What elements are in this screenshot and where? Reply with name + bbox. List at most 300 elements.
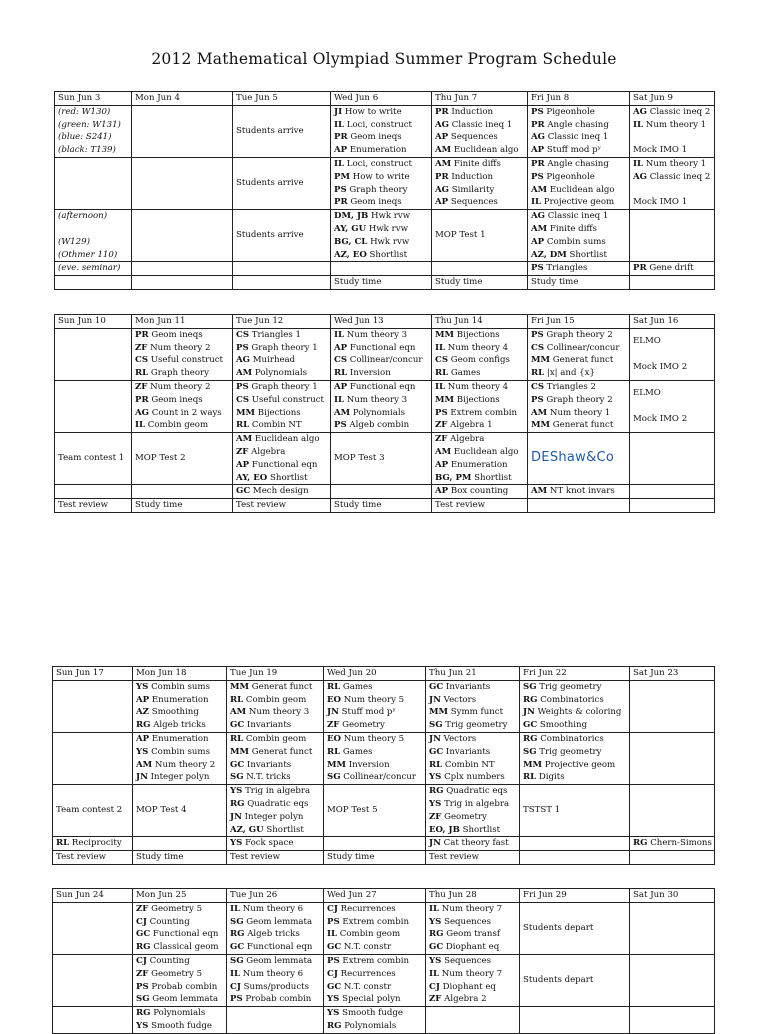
- schedule-row: [55, 105, 715, 157]
- session-line: [531, 277, 578, 287]
- schedule-cell: [233, 499, 331, 513]
- schedule-cell: [520, 732, 630, 784]
- schedule-cell: [331, 433, 432, 485]
- room-note: (eve. seminar): [58, 263, 121, 274]
- schedule-cell: [426, 680, 520, 732]
- instructor-initials: GC: [523, 720, 538, 731]
- schedule-cell: [132, 210, 233, 262]
- session-topic: Algebra: [450, 434, 485, 445]
- instructor-initials: SG: [230, 955, 244, 966]
- session-note: TSTST 1: [523, 805, 561, 816]
- session-topic: Geom ineqs: [350, 197, 402, 208]
- schedule-cell: [133, 902, 227, 954]
- schedule-cell: [331, 276, 432, 290]
- session-line: [136, 805, 187, 815]
- schedule-cell: [630, 262, 715, 276]
- session-topic: Invariants: [445, 681, 491, 692]
- session-line: [135, 354, 229, 367]
- schedule-cell: [520, 785, 630, 837]
- schedule-cell: [55, 210, 132, 262]
- session-topic: Hwk rvw: [370, 236, 410, 247]
- session-line: [435, 433, 524, 446]
- session-topic: Graph theory: [349, 184, 408, 195]
- session-line: [531, 419, 626, 432]
- session-topic: Trig in algebra: [245, 786, 311, 797]
- session-topic: Combin NT: [444, 759, 495, 770]
- session-line: [633, 196, 711, 209]
- session-topic: Combin sums: [546, 236, 606, 247]
- session-line: [136, 746, 223, 759]
- instructor-initials: AZ, DM: [531, 249, 567, 260]
- session-line: [531, 263, 587, 273]
- session-topic: Diophant eq: [442, 981, 496, 992]
- session-topic: Enumeration: [450, 459, 508, 470]
- instructor-initials: PS: [334, 184, 347, 195]
- session-line: [236, 367, 327, 380]
- session-note: Team contest 1: [58, 453, 125, 464]
- session-line: [236, 354, 327, 367]
- session-topic: Num theory 1: [549, 407, 611, 418]
- session-line: [327, 771, 422, 784]
- session-line: [327, 1020, 422, 1033]
- session-line: [435, 184, 524, 197]
- instructor-initials: AM: [334, 407, 351, 418]
- instructor-initials: ZF: [429, 811, 442, 822]
- session-line: [334, 407, 428, 420]
- session-topic: Smooth fudge: [342, 1008, 403, 1019]
- schedule-cell: [227, 902, 324, 954]
- session-line: [236, 178, 304, 188]
- schedule-cell: [630, 954, 715, 1006]
- schedule-cell: [53, 732, 133, 784]
- day-header-tue-jun-12: Tue Jun 12: [233, 315, 331, 329]
- day-header-mon-jun-11: Mon Jun 11: [132, 315, 233, 329]
- schedule-cell: [55, 105, 132, 157]
- schedule-cell: [630, 902, 715, 954]
- week-1-schedule: [54, 91, 715, 290]
- session-line: [429, 903, 516, 916]
- day-header-sun-jun-10: Sun Jun 10: [55, 315, 132, 329]
- session-line: [327, 955, 422, 968]
- session-line: [135, 500, 182, 510]
- session-topic: Chern-Simons: [650, 838, 712, 849]
- schedule-cell: [630, 485, 715, 499]
- session-line: [136, 852, 183, 862]
- schedule-cell: [426, 851, 520, 865]
- instructor-initials: JN: [136, 772, 148, 783]
- session-note: MOP Test 1: [435, 230, 486, 241]
- session-line: [135, 394, 229, 407]
- session-note: Students arrive: [236, 178, 304, 189]
- instructor-initials: RL: [327, 746, 341, 757]
- session-line: [58, 453, 124, 463]
- schedule-row: [55, 380, 715, 432]
- instructor-initials: AG: [531, 132, 546, 143]
- page-title: 2012 Mathematical Olympiad Summer Program Schedule: [151, 50, 617, 68]
- instructor-initials: RG: [136, 942, 151, 953]
- session-topic: Collinear/concur: [343, 772, 417, 783]
- instructor-initials: CS: [236, 329, 250, 340]
- session-line: [135, 453, 186, 463]
- session-line: [429, 759, 516, 772]
- instructor-initials: AP: [435, 486, 449, 497]
- instructor-initials: AP: [435, 459, 449, 470]
- schedule-cell: [520, 680, 630, 732]
- schedule-cell: [432, 328, 528, 380]
- session-line: [58, 249, 128, 262]
- instructor-initials: CS: [135, 355, 149, 366]
- session-topic: Pigeonhole: [546, 171, 595, 182]
- session-line: [236, 126, 304, 136]
- session-note: Test review: [56, 852, 106, 863]
- session-line: [633, 144, 711, 157]
- schedule-cell: [528, 380, 630, 432]
- schedule-cell: [630, 433, 715, 485]
- schedule-cell: [630, 851, 715, 865]
- instructor-initials: GC: [230, 720, 245, 731]
- instructor-initials: AG: [135, 407, 150, 418]
- session-line: [230, 981, 320, 994]
- schedule-cell: [227, 1007, 324, 1034]
- schedule-cell: [55, 499, 132, 513]
- schedule-cell: [432, 210, 528, 262]
- session-line: [334, 184, 428, 197]
- session-topic: Functional eqn: [246, 942, 313, 953]
- instructor-initials: YS: [230, 786, 243, 797]
- session-line: [334, 419, 428, 432]
- session-line: [327, 681, 422, 694]
- session-line: [58, 500, 108, 510]
- session-topic: Bijections: [257, 407, 301, 418]
- instructor-initials: IL: [327, 929, 338, 940]
- session-topic: Quadratic eqs: [446, 786, 508, 797]
- day-header-fri-jun-8: Fri Jun 8: [528, 92, 630, 106]
- session-line: [429, 838, 509, 848]
- day-header-wed-jun-27: Wed Jun 27: [324, 889, 426, 903]
- schedule-cell: [324, 732, 426, 784]
- instructor-initials: CJ: [327, 968, 338, 979]
- schedule-cell: [133, 680, 227, 732]
- schedule-cell: [528, 485, 630, 499]
- session-line: [236, 486, 309, 496]
- session-line: [633, 106, 711, 119]
- session-line: [429, 746, 516, 759]
- instructor-initials: AG: [435, 184, 450, 195]
- session-line: [531, 119, 626, 132]
- session-topic: Num theory 6: [242, 903, 304, 914]
- session-line: [327, 981, 422, 994]
- session-line: [435, 119, 524, 132]
- schedule-row: [55, 262, 715, 276]
- session-line: [236, 394, 327, 407]
- session-line: [230, 811, 320, 824]
- day-header-row: [53, 667, 715, 681]
- session-line: [334, 131, 428, 144]
- session-topic: Algeb combin: [349, 420, 410, 431]
- session-line: [236, 472, 327, 485]
- schedule-cell: [233, 262, 331, 276]
- session-topic: Algeb tricks: [247, 929, 300, 940]
- session-note: MOP Test 2: [135, 453, 186, 464]
- session-topic: Num theory 3: [346, 329, 408, 340]
- session-topic: Polynomials: [153, 1008, 206, 1019]
- schedule-cell: [426, 837, 520, 851]
- session-line: [633, 119, 711, 132]
- schedule-cell: [630, 732, 715, 784]
- session-topic: Invariants: [246, 720, 292, 731]
- day-header-thu-jun-14: Thu Jun 14: [432, 315, 528, 329]
- day-header-tue-jun-26: Tue Jun 26: [227, 889, 324, 903]
- session-topic: Enumeration: [349, 145, 407, 156]
- session-topic: Collinear/concur: [546, 342, 620, 353]
- instructor-initials: AY, EO: [236, 472, 268, 483]
- session-line: [236, 230, 304, 240]
- session-line: [531, 196, 626, 209]
- session-topic: Shortlist: [266, 824, 304, 835]
- instructor-initials: RG: [327, 1020, 342, 1031]
- instructor-initials: AP: [334, 342, 348, 353]
- schedule-cell: [432, 433, 528, 485]
- session-line: [135, 419, 229, 432]
- session-line: [230, 941, 320, 954]
- session-topic: Num theory 5: [343, 694, 405, 705]
- session-line: [523, 759, 626, 772]
- session-line: [435, 419, 524, 432]
- schedule-row: [53, 902, 715, 954]
- instructor-initials: RL: [531, 368, 545, 379]
- session-topic: Geom lemmata: [246, 955, 313, 966]
- instructor-initials: GC: [429, 681, 444, 692]
- session-note: Students depart: [523, 922, 594, 933]
- schedule-cell: [55, 328, 132, 380]
- session-line: [334, 394, 428, 407]
- schedule-cell: [53, 837, 133, 851]
- session-topic: Num theory 5: [343, 733, 405, 744]
- session-line: [334, 236, 428, 249]
- session-line: [58, 119, 128, 132]
- session-line: [230, 733, 320, 746]
- session-line: [136, 955, 223, 968]
- instructor-initials: AM: [531, 184, 548, 195]
- day-header-thu-jun-7: Thu Jun 7: [432, 92, 528, 106]
- schedule-cell: [426, 902, 520, 954]
- instructor-initials: CJ: [429, 981, 440, 992]
- schedule-cell: [630, 680, 715, 732]
- schedule-cell: [53, 680, 133, 732]
- schedule-cell: [331, 262, 432, 276]
- session-topic: Special polyn: [342, 994, 401, 1005]
- session-topic: Num theory 2: [150, 342, 211, 353]
- schedule-cell: [227, 732, 324, 784]
- session-line: [435, 171, 524, 184]
- schedule-cell: [324, 785, 426, 837]
- session-line: [136, 719, 223, 732]
- session-note: Study time: [435, 277, 483, 288]
- session-topic: Loci, construct: [346, 158, 412, 169]
- session-topic: Digits: [538, 772, 565, 783]
- session-topic: Combinatorics: [540, 733, 604, 744]
- schedule-cell: [528, 499, 630, 513]
- instructor-initials: RL: [135, 368, 149, 379]
- session-note: Students arrive: [236, 125, 304, 136]
- session-note: MOP Test 5: [327, 805, 378, 816]
- session-line: [230, 928, 320, 941]
- instructor-initials: GC: [327, 981, 342, 992]
- session-line: [435, 459, 524, 472]
- session-topic: Geom ineqs: [151, 329, 203, 340]
- session-topic: Recurrences: [340, 903, 396, 914]
- session-note: Test review: [58, 500, 108, 511]
- day-header-fri-jun-29: Fri Jun 29: [520, 889, 630, 903]
- session-topic: Shortlist: [462, 824, 501, 835]
- room-note: (W129): [58, 236, 90, 247]
- session-line: [230, 746, 320, 759]
- session-topic: N.T. constr: [343, 981, 392, 992]
- session-topic: Probab combin: [151, 981, 218, 992]
- instructor-initials: ZF: [135, 381, 148, 392]
- instructor-initials: AP: [334, 381, 348, 392]
- session-line: [327, 993, 422, 1006]
- session-topic: Functional eqn: [349, 381, 416, 392]
- session-line: [531, 106, 626, 119]
- schedule-cell: [331, 499, 432, 513]
- session-topic: Probab combin: [245, 994, 312, 1005]
- schedule-cell: [520, 851, 630, 865]
- schedule-cell: [55, 276, 132, 290]
- session-line: [435, 230, 486, 240]
- instructor-initials: PR: [135, 394, 149, 405]
- schedule-cell: [331, 210, 432, 262]
- session-line: [429, 719, 516, 732]
- instructor-initials: AM: [236, 434, 253, 445]
- instructor-initials: SG: [230, 772, 244, 783]
- session-topic: Count in 2 ways: [151, 407, 222, 418]
- instructor-initials: RL: [523, 772, 537, 783]
- session-line: [633, 348, 711, 361]
- schedule-row: [53, 837, 715, 851]
- session-note: Study time: [135, 500, 183, 511]
- day-header-sun-jun-17: Sun Jun 17: [53, 667, 133, 681]
- instructor-initials: AM: [531, 407, 548, 418]
- schedule-cell: [520, 954, 630, 1006]
- session-topic: Sequences: [450, 132, 498, 143]
- schedule-cell: [132, 262, 233, 276]
- instructor-initials: IL: [429, 903, 440, 914]
- session-line: [56, 805, 122, 815]
- session-line: [334, 158, 428, 171]
- session-line: [429, 811, 516, 824]
- session-topic: Counting: [149, 916, 190, 927]
- session-topic: Extrem combin: [342, 916, 409, 927]
- session-line: [334, 196, 428, 209]
- schedule-cell: [233, 328, 331, 380]
- instructor-initials: RG: [429, 786, 444, 797]
- session-line: [523, 733, 626, 746]
- session-note: Study time: [334, 500, 382, 511]
- instructor-initials: AZ, EO: [334, 249, 367, 260]
- session-line: [230, 993, 320, 1006]
- instructor-initials: ZF: [327, 720, 340, 731]
- instructor-initials: IL: [435, 381, 446, 392]
- session-topic: Invariants: [445, 746, 491, 757]
- session-topic: Angle chasing: [547, 119, 609, 130]
- session-line: [429, 993, 516, 1006]
- instructor-initials: JN: [230, 811, 242, 822]
- session-topic: Graph theory 1: [251, 381, 318, 392]
- instructor-initials: GC: [429, 942, 444, 953]
- schedule-cell: [132, 433, 233, 485]
- session-topic: Combin geom: [339, 929, 401, 940]
- session-topic: Polynomials: [254, 368, 308, 379]
- session-line: [136, 771, 223, 784]
- instructor-initials: ZF: [136, 903, 149, 914]
- session-topic: Bijections: [456, 329, 500, 340]
- session-note: Test review: [435, 500, 485, 511]
- instructor-initials: RL: [334, 368, 348, 379]
- week-2-schedule: [54, 314, 715, 513]
- instructor-initials: JN: [429, 733, 441, 744]
- schedule-row: [55, 499, 715, 513]
- room-note: (red: W130): [58, 106, 111, 117]
- session-topic: Num theory 3: [248, 707, 310, 718]
- session-topic: Shortlist: [369, 249, 408, 260]
- session-line: [327, 928, 422, 941]
- schedule-cell: [432, 380, 528, 432]
- instructor-initials: AM: [136, 759, 153, 770]
- session-topic: Triangles: [546, 263, 588, 274]
- session-line: [327, 719, 422, 732]
- instructor-initials: CS: [531, 381, 545, 392]
- instructor-initials: CS: [435, 355, 449, 366]
- schedule-cell: [331, 485, 432, 499]
- session-line: [230, 719, 320, 732]
- day-header-sat-jun-23: Sat Jun 23: [630, 667, 715, 681]
- session-topic: Weights & coloring: [537, 707, 622, 718]
- schedule-row: [53, 851, 715, 865]
- schedule-cell: [233, 105, 331, 157]
- session-topic: Projective geom: [543, 197, 615, 208]
- session-line: [523, 694, 626, 707]
- instructor-initials: AZ, GU: [230, 824, 264, 835]
- session-note: Mock IMO 1: [633, 197, 688, 208]
- session-topic: Similarity: [451, 184, 495, 195]
- instructor-initials: AP: [236, 459, 250, 470]
- session-topic: NT knot invars: [549, 486, 615, 497]
- session-line: [429, 968, 516, 981]
- session-topic: Projective geom: [544, 759, 616, 770]
- schedule-cell: [528, 276, 630, 290]
- instructor-initials: PS: [236, 342, 249, 353]
- session-line: [429, 824, 516, 837]
- instructor-initials: CS: [334, 355, 348, 366]
- session-line: [531, 171, 626, 184]
- schedule-cell: [520, 902, 630, 954]
- session-line: [136, 1007, 223, 1020]
- session-line: [531, 144, 626, 157]
- session-line: [633, 263, 694, 273]
- room-note: (Othmer 110): [58, 249, 118, 260]
- session-topic: Classic ineq 2: [649, 171, 711, 182]
- session-note: Students arrive: [236, 230, 304, 241]
- session-line: [523, 719, 626, 732]
- instructor-initials: YS: [230, 838, 243, 849]
- instructor-initials: ZF: [435, 434, 448, 445]
- session-topic: Recurrences: [340, 968, 396, 979]
- day-header-mon-jun-25: Mon Jun 25: [133, 889, 227, 903]
- session-line: [236, 407, 327, 420]
- session-topic: Classic ineq 1: [547, 132, 609, 143]
- session-line: [327, 903, 422, 916]
